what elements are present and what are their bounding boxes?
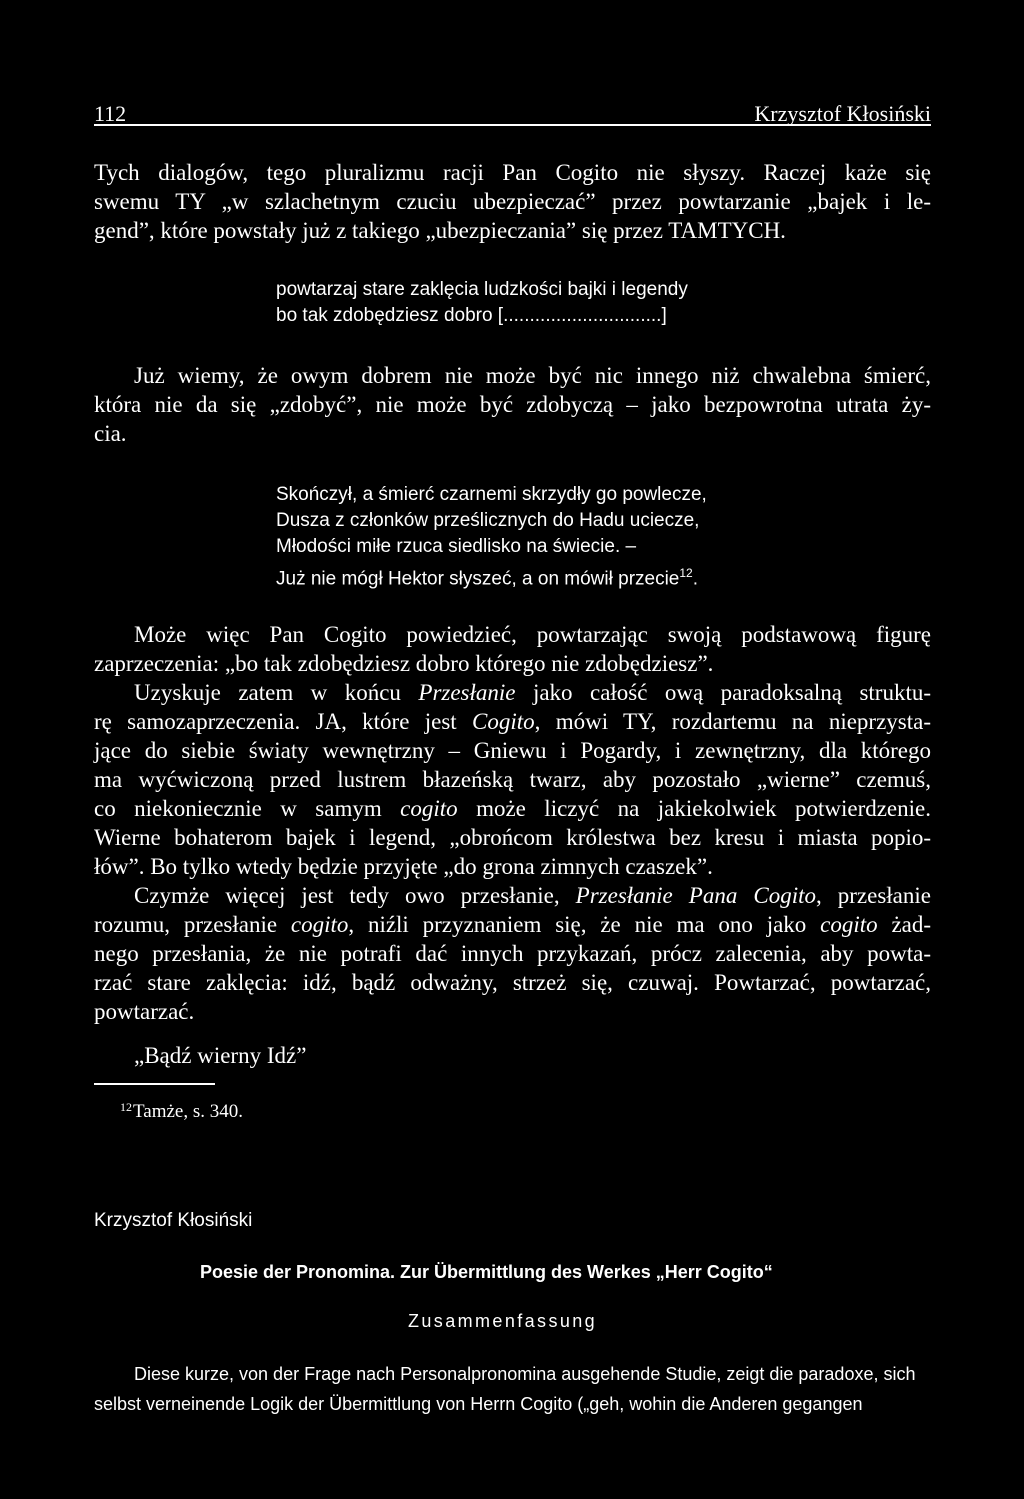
paragraph-2 xyxy=(94,361,931,448)
verse-line: Dusza z członków prześlicznych do Hadu uciecze, xyxy=(276,510,700,531)
paragraph-line: gend”, które powstały już z takiego „ubezpieczania” się przez TAMTYCH. xyxy=(94,218,786,243)
paragraph-line: swemu TY „w szlachetnym czuciu ubezpieczać” przez powtarzanie „bajek i le- xyxy=(94,189,931,214)
verse-line: bo tak zdobędziesz dobro [..............................] xyxy=(276,305,667,326)
footnote-marker: 12 xyxy=(679,566,693,580)
paragraph-3 xyxy=(94,620,931,881)
summary-line: Diese kurze, von der Frage nach Personalpronomina ausgehende Studie, zeigt die paradoxe, sich xyxy=(134,1364,916,1384)
header-rule xyxy=(94,124,931,126)
running-author: Krzysztof Kłosiński xyxy=(754,101,931,126)
paragraph-line: rzać stare zaklęcia: idź, bądź odważny, strzeż się, czuwaj. Powtarzać, powtarzać, xyxy=(94,970,931,995)
footnote-number: 12 xyxy=(120,1100,132,1114)
italic-title: Przesłanie xyxy=(418,680,516,705)
summary-title: Poesie der Pronomina. Zur Übermittlung des Werkes „Herr Cogito“ xyxy=(200,1262,773,1282)
paragraph-line: Wierne bohaterom bajek i legend, „obrońcom królestwa bez kresu i miasta popio- xyxy=(94,825,931,850)
italic-term: cogito xyxy=(400,796,458,821)
paragraph-line: jące do siebie światy wewnętrzny – Gniewu i Pogardy, i zewnętrzny, dla którego xyxy=(94,738,931,763)
verse-quote-2 xyxy=(276,482,707,592)
text-run: co niekoniecznie w samym xyxy=(94,796,401,821)
paragraph-line: Może więc Pan Cogito powiedzieć, powtarzając swoją podstawową figurę xyxy=(134,622,931,647)
italic-term: cogito xyxy=(290,912,349,937)
text-run: Czymże więcej jest tedy owo przesłanie, xyxy=(134,883,576,908)
footnote-rule xyxy=(94,1083,215,1085)
paragraph-line: ma wyćwiczoną przed lustrem błazeńską twarz, aby pozostało „wierne” czemuś, xyxy=(94,767,931,792)
italic-title: Przesłanie Pana Cogito xyxy=(575,883,816,908)
paragraph-line: powtarzać. xyxy=(94,999,195,1024)
text-run: rę samozaprzeczenia. JA, które jest xyxy=(94,709,472,734)
closing-quote xyxy=(94,1041,931,1070)
text-run: Uzyskuje zatem w końcu xyxy=(134,680,419,705)
text-run: jako całość ową paradoksalną struktu- xyxy=(515,680,931,705)
text-run: żad- xyxy=(877,912,932,937)
summary-heading: Zusammenfassung xyxy=(408,1311,598,1331)
verse-line-text: Już nie mógł Hektor słyszeć, a on mówił przecie xyxy=(276,568,680,590)
paragraph-line: która nie da się „zdobyć”, nie może być zdobyczą – jako bezpowrotna utrata ży- xyxy=(94,392,931,417)
paragraph-line: Tych dialogów, tego pluralizmu racji Pan Cogito nie słyszy. Raczej każe się xyxy=(94,160,931,185)
text-run: może liczyć na jakiekolwiek potwierdzenie. xyxy=(457,796,931,821)
paragraph-line xyxy=(94,678,931,707)
verse-line: Młodości miłe rzuca siedlisko na świecie. – xyxy=(276,536,637,557)
paragraph-line xyxy=(94,881,931,910)
paragraph-line xyxy=(94,707,931,736)
verse-quote-1 xyxy=(276,277,688,329)
verse-line: Już nie mógł Hektor słyszeć, a on mówił przecie$^{12}$. xyxy=(276,566,699,590)
paragraph-line: zaprzeczenia: „bo tak zdobędziesz dobro którego nie zdobędziesz”. xyxy=(94,651,714,676)
page-number: 112 xyxy=(94,101,127,126)
paragraph-1 xyxy=(94,158,931,245)
verse-line: Skończył, a śmierć czarnemi skrzydły go powlecze, xyxy=(276,484,707,505)
text-run: rozumu, przesłanie xyxy=(94,912,291,937)
footnote xyxy=(120,1096,243,1123)
paragraph-line: łów”. Bo tylko wtedy będzie przyjęte „do grona zimnych czaszek”. xyxy=(94,854,713,879)
paragraph-line: cia. xyxy=(94,421,127,446)
italic-term: Cogito xyxy=(472,709,535,734)
paragraph-4 xyxy=(94,881,931,1026)
text-run: , przesłanie xyxy=(815,883,931,908)
summary-line: selbst verneinende Logik der Übermittlung von Herrn Cogito („geh, wohin die Anderen gegangen xyxy=(94,1394,863,1414)
summary-text xyxy=(94,1359,931,1419)
paragraph-line xyxy=(94,910,931,939)
paragraph-line xyxy=(94,794,931,823)
text-run: , niźli przyznaniem się, że nie ma ono jako xyxy=(348,912,821,937)
footnote-text: Tamże, s. 340. xyxy=(133,1101,244,1122)
paragraph-line: nego przesłania, że nie potrafi dać innych przykazań, prócz zalecenia, aby powta- xyxy=(94,941,931,966)
italic-term: cogito xyxy=(820,912,878,937)
paragraph-line: Już wiemy, że owym dobrem nie może być nic innego niż chwalebna śmierć, xyxy=(134,363,931,388)
summary-author: Krzysztof Kłosiński xyxy=(94,1210,253,1231)
closing-quote-text: „Bądź wierny Idź” xyxy=(134,1043,307,1068)
verse-line: powtarzaj stare zaklęcia ludzkości bajki i legendy xyxy=(276,279,688,300)
text-run: , mówi TY, rozdartemu na nieprzysta- xyxy=(534,709,931,734)
